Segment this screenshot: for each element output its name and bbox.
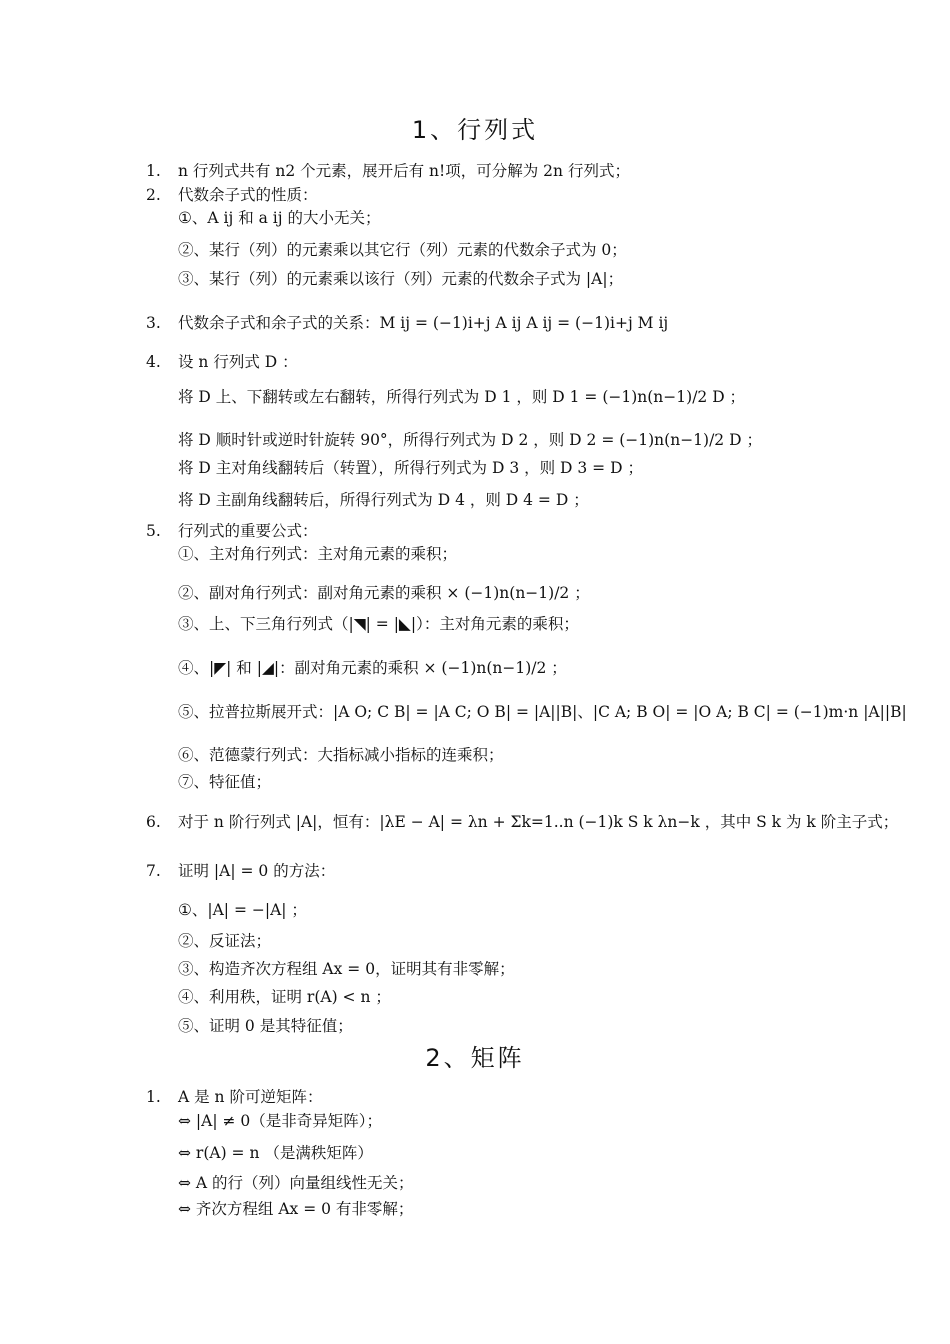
item-text: n 行列式共有 n2 个元素，展开后有 n!项，可分解为 2n 行列式； <box>178 162 630 180</box>
sub-item-text: ②、反证法； <box>178 932 272 950</box>
item-text: 设 n 行列式 D ： <box>178 353 298 371</box>
item-number: 2. <box>146 186 161 204</box>
sub-item-text: 将 D 主对角线翻转后（转置），所得行列式为 D 3 ，则 D 3 = D ； <box>178 459 643 477</box>
sub-item-text: ①、|A| = −|A| ； <box>178 901 307 919</box>
sub-item-text: 将 D 主副角线翻转后，所得行列式为 D 4 ，则 D 4 = D ； <box>178 491 589 509</box>
sub-item-text: ②、副对角行列式：副对角元素的乘积 × (−1)n(n−1)/2 ； <box>178 584 590 602</box>
sub-item-text: ②、某行（列）的元素乘以其它行（列）元素的代数余子式为 0； <box>178 241 627 259</box>
sub-item-text: ⇔ A 的行（列）向量组线性无关； <box>178 1174 414 1192</box>
item-text: 证明 |A| = 0 的方法： <box>178 862 336 880</box>
item-number: 6. <box>146 813 161 831</box>
item-number: 1. <box>146 1088 161 1106</box>
sub-item-text: ⑤、证明 0 是其特征值； <box>178 1017 353 1035</box>
sub-item-text: 将 D 顺时针或逆时针旋转 90°，所得行列式为 D 2 ，则 D 2 = (−1)n(n−1)/2 D ； <box>178 431 762 449</box>
item-text: 行列式的重要公式： <box>178 522 318 540</box>
sub-item-text: ③、某行（列）的元素乘以该行（列）元素的代数余子式为 |A|； <box>178 270 624 288</box>
item-text: 代数余子式的性质： <box>178 186 318 204</box>
item-number: 3. <box>146 314 161 332</box>
sub-item-text: ①、主对角行列式：主对角元素的乘积； <box>178 545 458 563</box>
sub-item-text: ⑦、特征值； <box>178 773 272 791</box>
sub-item-text: ⑥、范德蒙行列式：大指标减小指标的连乘积； <box>178 746 504 764</box>
item-text: A 是 n 阶可逆矩阵： <box>178 1088 323 1106</box>
sub-item-text: ①、A ij 和 a ij 的大小无关； <box>178 209 381 227</box>
item-text: 代数余子式和余子式的关系：M ij = (−1)i+j A ij A ij = (−1)i+j M ij <box>178 314 669 332</box>
sub-item-text: ④、利用秩，证明 r(A) < n ； <box>178 988 391 1006</box>
sub-item-text: ⑤、拉普拉斯展开式：|A O; C B| = |A C; O B| = |A||B|、|C A; B O| = |O A; B C| = (−1)m·n |A||B| <box>178 703 907 721</box>
section-1-title: 1、行列式 <box>411 116 539 144</box>
sub-item-text: ③、上、下三角行列式（|◥| = |◣|）：主对角元素的乘积； <box>178 615 579 633</box>
item-number: 1. <box>146 162 161 180</box>
sub-item-text: ⇔ r(A) = n （是满秩矩阵） <box>178 1144 373 1162</box>
sub-item-text: ⇔ |A| ≠ 0（是非奇异矩阵）； <box>178 1112 383 1130</box>
sub-item-text: ④、|◤| 和 |◢|：副对角元素的乘积 × (−1)n(n−1)/2 ； <box>178 659 567 677</box>
item-number: 5. <box>146 522 161 540</box>
item-number: 7. <box>146 862 161 880</box>
sub-item-text: ⇔ 齐次方程组 Ax = 0 有非零解； <box>178 1200 414 1218</box>
sub-item-text: ③、构造齐次方程组 Ax = 0，证明其有非零解； <box>178 960 515 978</box>
section-2-title: 2、矩阵 <box>425 1044 525 1072</box>
item-number: 4. <box>146 353 161 371</box>
item-text: 对于 n 阶行列式 |A|，恒有：|λE − A| = λn + Σk=1..n (−1)k S k λn−k ，其中 S k 为 k 阶主子式； <box>178 813 899 831</box>
sub-item-text: 将 D 上、下翻转或左右翻转，所得行列式为 D 1 ，则 D 1 = (−1)n(n−1)/2 D ； <box>178 388 746 406</box>
